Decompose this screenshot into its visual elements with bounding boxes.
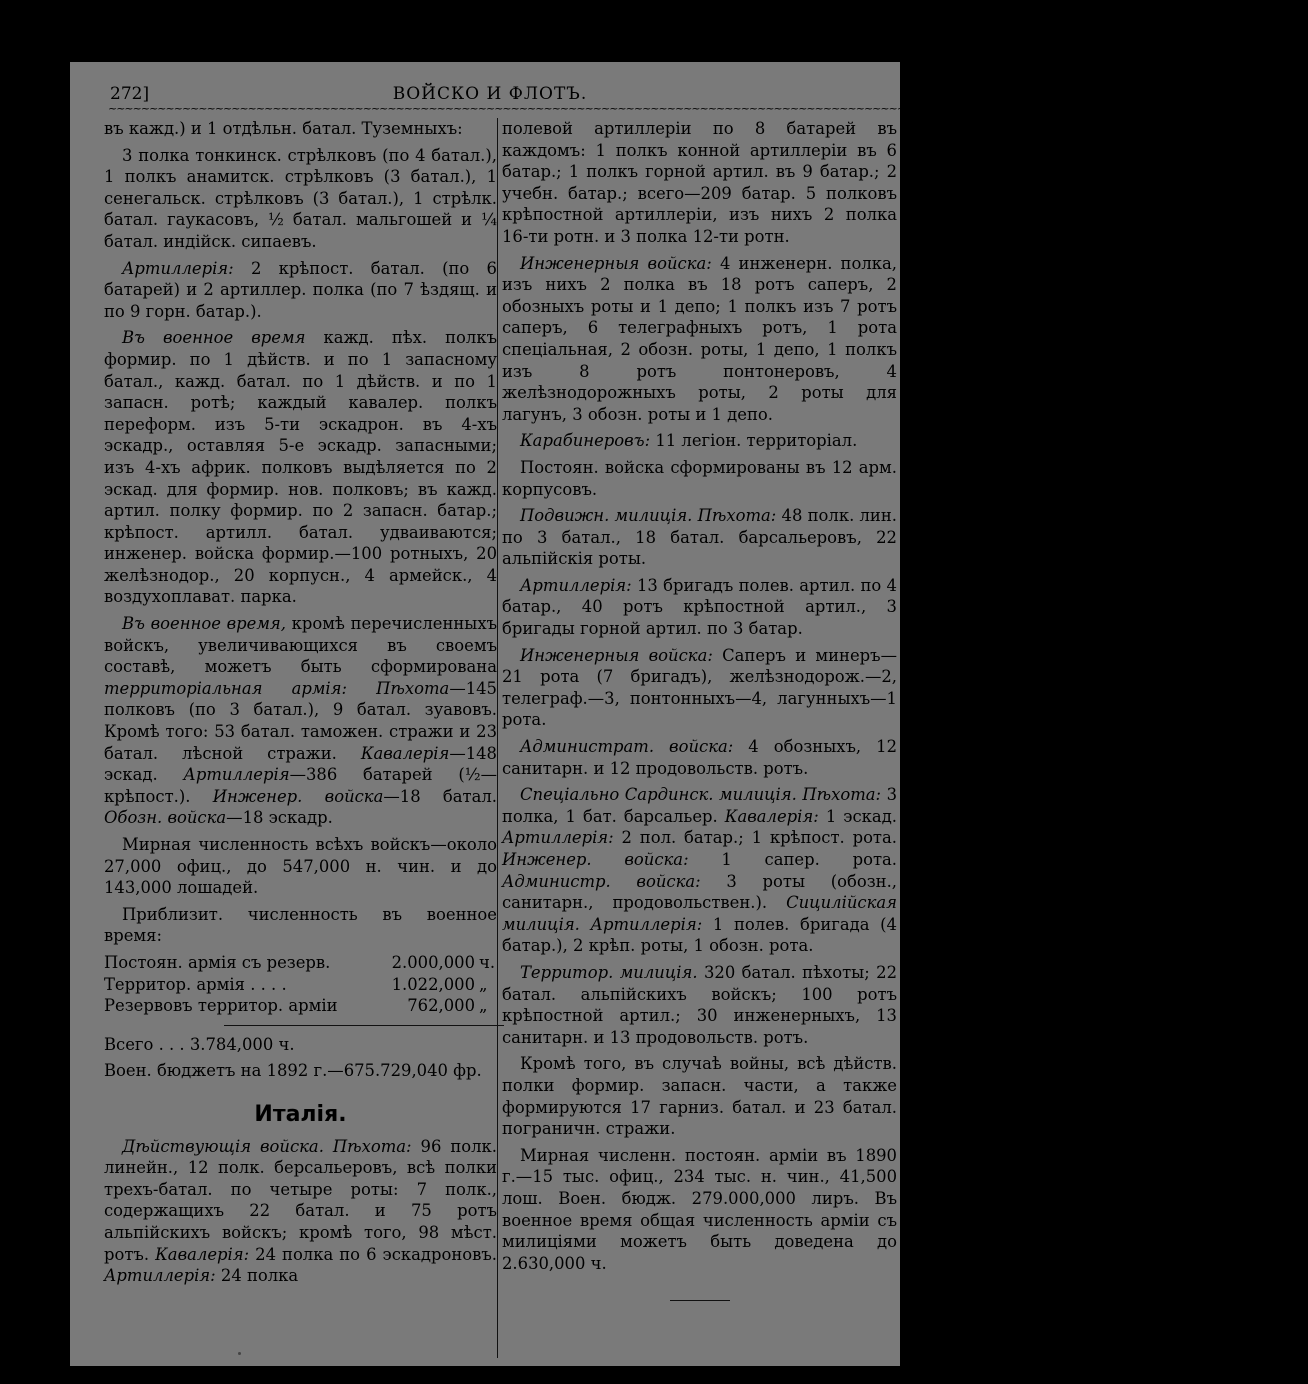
paragraph: Постоян. войска сформированы въ 12 арм. корпусовъ. bbox=[502, 457, 897, 499]
paragraph: полевой артиллеріи по 8 батарей въ каждомъ: 1 полкъ конной артиллеріи въ 6 батар.; 1 полкъ горной артил. въ 9 батар.; 2 учебн. батар.; всего—209 батар. 5 полковъ крѣпостной артиллеріи, изъ нихъ 2 полка 16-ти ротн. и 3 полка 12-ти ротн. bbox=[502, 119, 897, 246]
paragraph: Въ военное время кажд. пѣх. полкъ формир. по 1 дѣйств. и по 1 запасному батал., кажд. батал. по 1 дѣйств. и по 1 запасн. ротѣ; каждый кавалер. полкъ переформ. изъ 5-ти эскадрон. въ 4-хъ эскадр., оставляя 5-е эскадр. запасными; изъ 4-хъ африк. полковъ выдѣляется по 2 эскад. для формир. нов. полковъ; въ кажд. артил. полку формир. по 2 запасн. батар.; крѣпост. артилл. батал. удваиваются; инженер. войска формир.—100 ротныхъ, 20 желѣзнодор., 20 корпусн., 4 армейск., 4 воздухоплават. парка. bbox=[104, 328, 497, 607]
table-row: Территор. армія . . . . 1.022,000 „ bbox=[104, 974, 488, 994]
paragraph: 3 полка тонкинск. стрѣлковъ (по 4 батал.), 1 полкъ анамитск. стрѣлковъ (3 батал.), 1 сенегальск. стрѣлковъ (3 батал.), 1 стрѣлк. батал. гаукасовъ, ½ батал. мальгошей и ¼ батал. индійск. сипаевъ. bbox=[104, 145, 497, 251]
scan-speck bbox=[238, 1352, 241, 1355]
budget-line: Воен. бюджетъ на 1892 г.—675.729,040 фр. bbox=[104, 1061, 482, 1081]
paragraph: Администрат. войска: 4 обозныхъ, 12 санитарн. и 12 продовольств. ротъ. bbox=[502, 737, 897, 778]
paragraph: Дѣйствующія войска. Пѣхота: 96 полк. линейн., 12 полк. берсальеровъ, всѣ полки трехъ-батал. по четыре роты: 7 полк., содержащихъ 22 батал. и 75 ротъ альпійскихъ войскъ; кромѣ того, 98 мѣст. ротъ. Кавалерія: 24 полка по 6 эскадроновъ. Артиллерія: 24 полка bbox=[104, 1136, 497, 1286]
total-line: Всего . . . 3.784,000 ч. bbox=[104, 1034, 295, 1054]
paragraph: Мирная численность всѣхъ войскъ—около 27,000 офиц., до 547,000 н. чин. и до 143,000 лошадей. bbox=[104, 835, 497, 898]
page-title: ВОЙСКО И ФЛОТЪ. bbox=[392, 84, 588, 104]
right-column bbox=[502, 118, 897, 1301]
paragraph: Карабинеровъ: 11 легіон. территоріал. bbox=[520, 431, 858, 451]
table-row: Постоян. армія съ резерв. 2.000,000 ч. bbox=[104, 952, 496, 972]
page-number: 272] bbox=[110, 84, 150, 104]
paragraph: Приблизит. численность въ военное время: bbox=[104, 904, 497, 946]
italic-term: Въ военное время bbox=[122, 328, 306, 348]
paragraph: Кромѣ того, въ случаѣ войны, всѣ дѣйств. полки формир. запасн. части, а также формируются 17 гарниз. батал. и 23 батал. пограничн. стражи. bbox=[502, 1054, 897, 1139]
end-rule bbox=[670, 1300, 730, 1301]
wavy-rule: ~~~~~~~~~~~~~~~~~~~~~~~~~~~~~~~~~~~~~~~~~~~~~~~~~~~~~~~~~~~~~~~~~~~~~~~~~~~~~~~~~~~~~~~~~~~~~~~~~~~~~~~~~~~~~~~~~~~~~~~~~~~~~~~~~~~~~~~~~~~~~~~~~~ bbox=[108, 102, 1308, 115]
left-column bbox=[104, 118, 497, 1292]
section-heading-italy: Италія. bbox=[254, 1101, 347, 1127]
paragraph: Артиллерія: 13 бригадъ полев. артил. по 4 батар., 40 ротъ крѣпостной артил., 3 бригады горной артил. по 3 батар. bbox=[502, 575, 897, 639]
paragraph: Территор. милиція. 320 батал. пѣхоты; 22 батал. альпійскихъ войскъ; 100 ротъ крѣпостной артил.; 30 инженерныхъ, 13 санитарн. и 13 продовольств. ротъ. bbox=[502, 962, 897, 1047]
paragraph: въ кажд.) и 1 отдѣльн. батал. Туземныхъ: bbox=[104, 119, 463, 138]
sum-rule bbox=[224, 1025, 504, 1026]
table-row: Резервовъ территор. арміи 762,000 „ bbox=[104, 996, 488, 1016]
paragraph: Спеціально Сардинск. милиція. Пѣхота: 3 полка, 1 бат. барсальер. Кавалерія: 1 эскад. Артиллерія: 2 пол. батар.; 1 крѣпост. рота. Инженер. войска: 1 сапер. рота. Администр. войска: 3 роты (обозн., санитарн., продовольствен.). Сицилійская милиція. Артиллерія: 1 полев. бригада (4 батар.), 2 крѣп. роты, 1 обозн. рота. bbox=[502, 785, 898, 956]
column-divider bbox=[497, 118, 498, 1358]
paragraph: Подвижн. милиція. Пѣхота: 48 полк. лин. по 3 батал., 18 батал. барсальеровъ, 22 альпійскія роты. bbox=[502, 506, 897, 569]
paragraph: Мирная численн. постоян. арміи въ 1890 г.—15 тыс. офиц., 234 тыс. н. чин., 41,500 лош. Воен. бюдж. 279.000,000 лиръ. Въ военное время общая численность арміи съ милиціями можетъ быть доведена до 2.630,000 ч. bbox=[502, 1145, 897, 1273]
italic-term: Артиллерія: bbox=[122, 258, 234, 278]
wartime-strength-table bbox=[104, 952, 497, 1017]
paragraph: Инженерныя войска: Саперъ и минеръ—21 рота (7 бригадъ), желѣзнодорож.—2, телеграф.—3, понтонныхъ—4, лагунныхъ—1 рота. bbox=[502, 645, 897, 730]
paragraph: Инженерныя войска: 4 инженерн. полка, изъ нихъ 2 полка въ 18 ротъ саперъ, 2 обозныхъ роты и 1 депо; 1 полкъ изъ 7 ротъ саперъ, 6 телеграфныхъ ротъ, 1 рота спеціальная, 2 обозн. роты, 1 депо, 1 полкъ изъ 8 ротъ понтонеровъ, 4 желѣзнодорожныхъ роты, 2 роты для лагунъ, 3 обозн. роты и 1 депо. bbox=[502, 253, 897, 424]
paragraph: Въ военное время, кромѣ перечисленныхъ войскъ, увеличивающихся въ своемъ составѣ, можетъ быть сформирована территоріальная армія: Пѣхота—145 полковъ (по 3 батал.), 9 батал. зуавовъ. Кромѣ того: 53 батал. таможен. стражи и 23 батал. лѣсной стражи. Кавалерія—148 эскад. Артиллерія—386 батарей (½—крѣпост.). Инженер. войска—18 батал. Обозн. войска—18 эскадр. bbox=[104, 614, 498, 828]
book-page bbox=[70, 62, 1308, 1366]
paragraph: Артиллерія: 2 крѣпост. батал. (по 6 батарей) и 2 артиллер. полка (по 7 ѣздящ. и по 9 горн. батар.). bbox=[104, 258, 497, 321]
italic-term: Въ военное время, bbox=[122, 614, 286, 634]
